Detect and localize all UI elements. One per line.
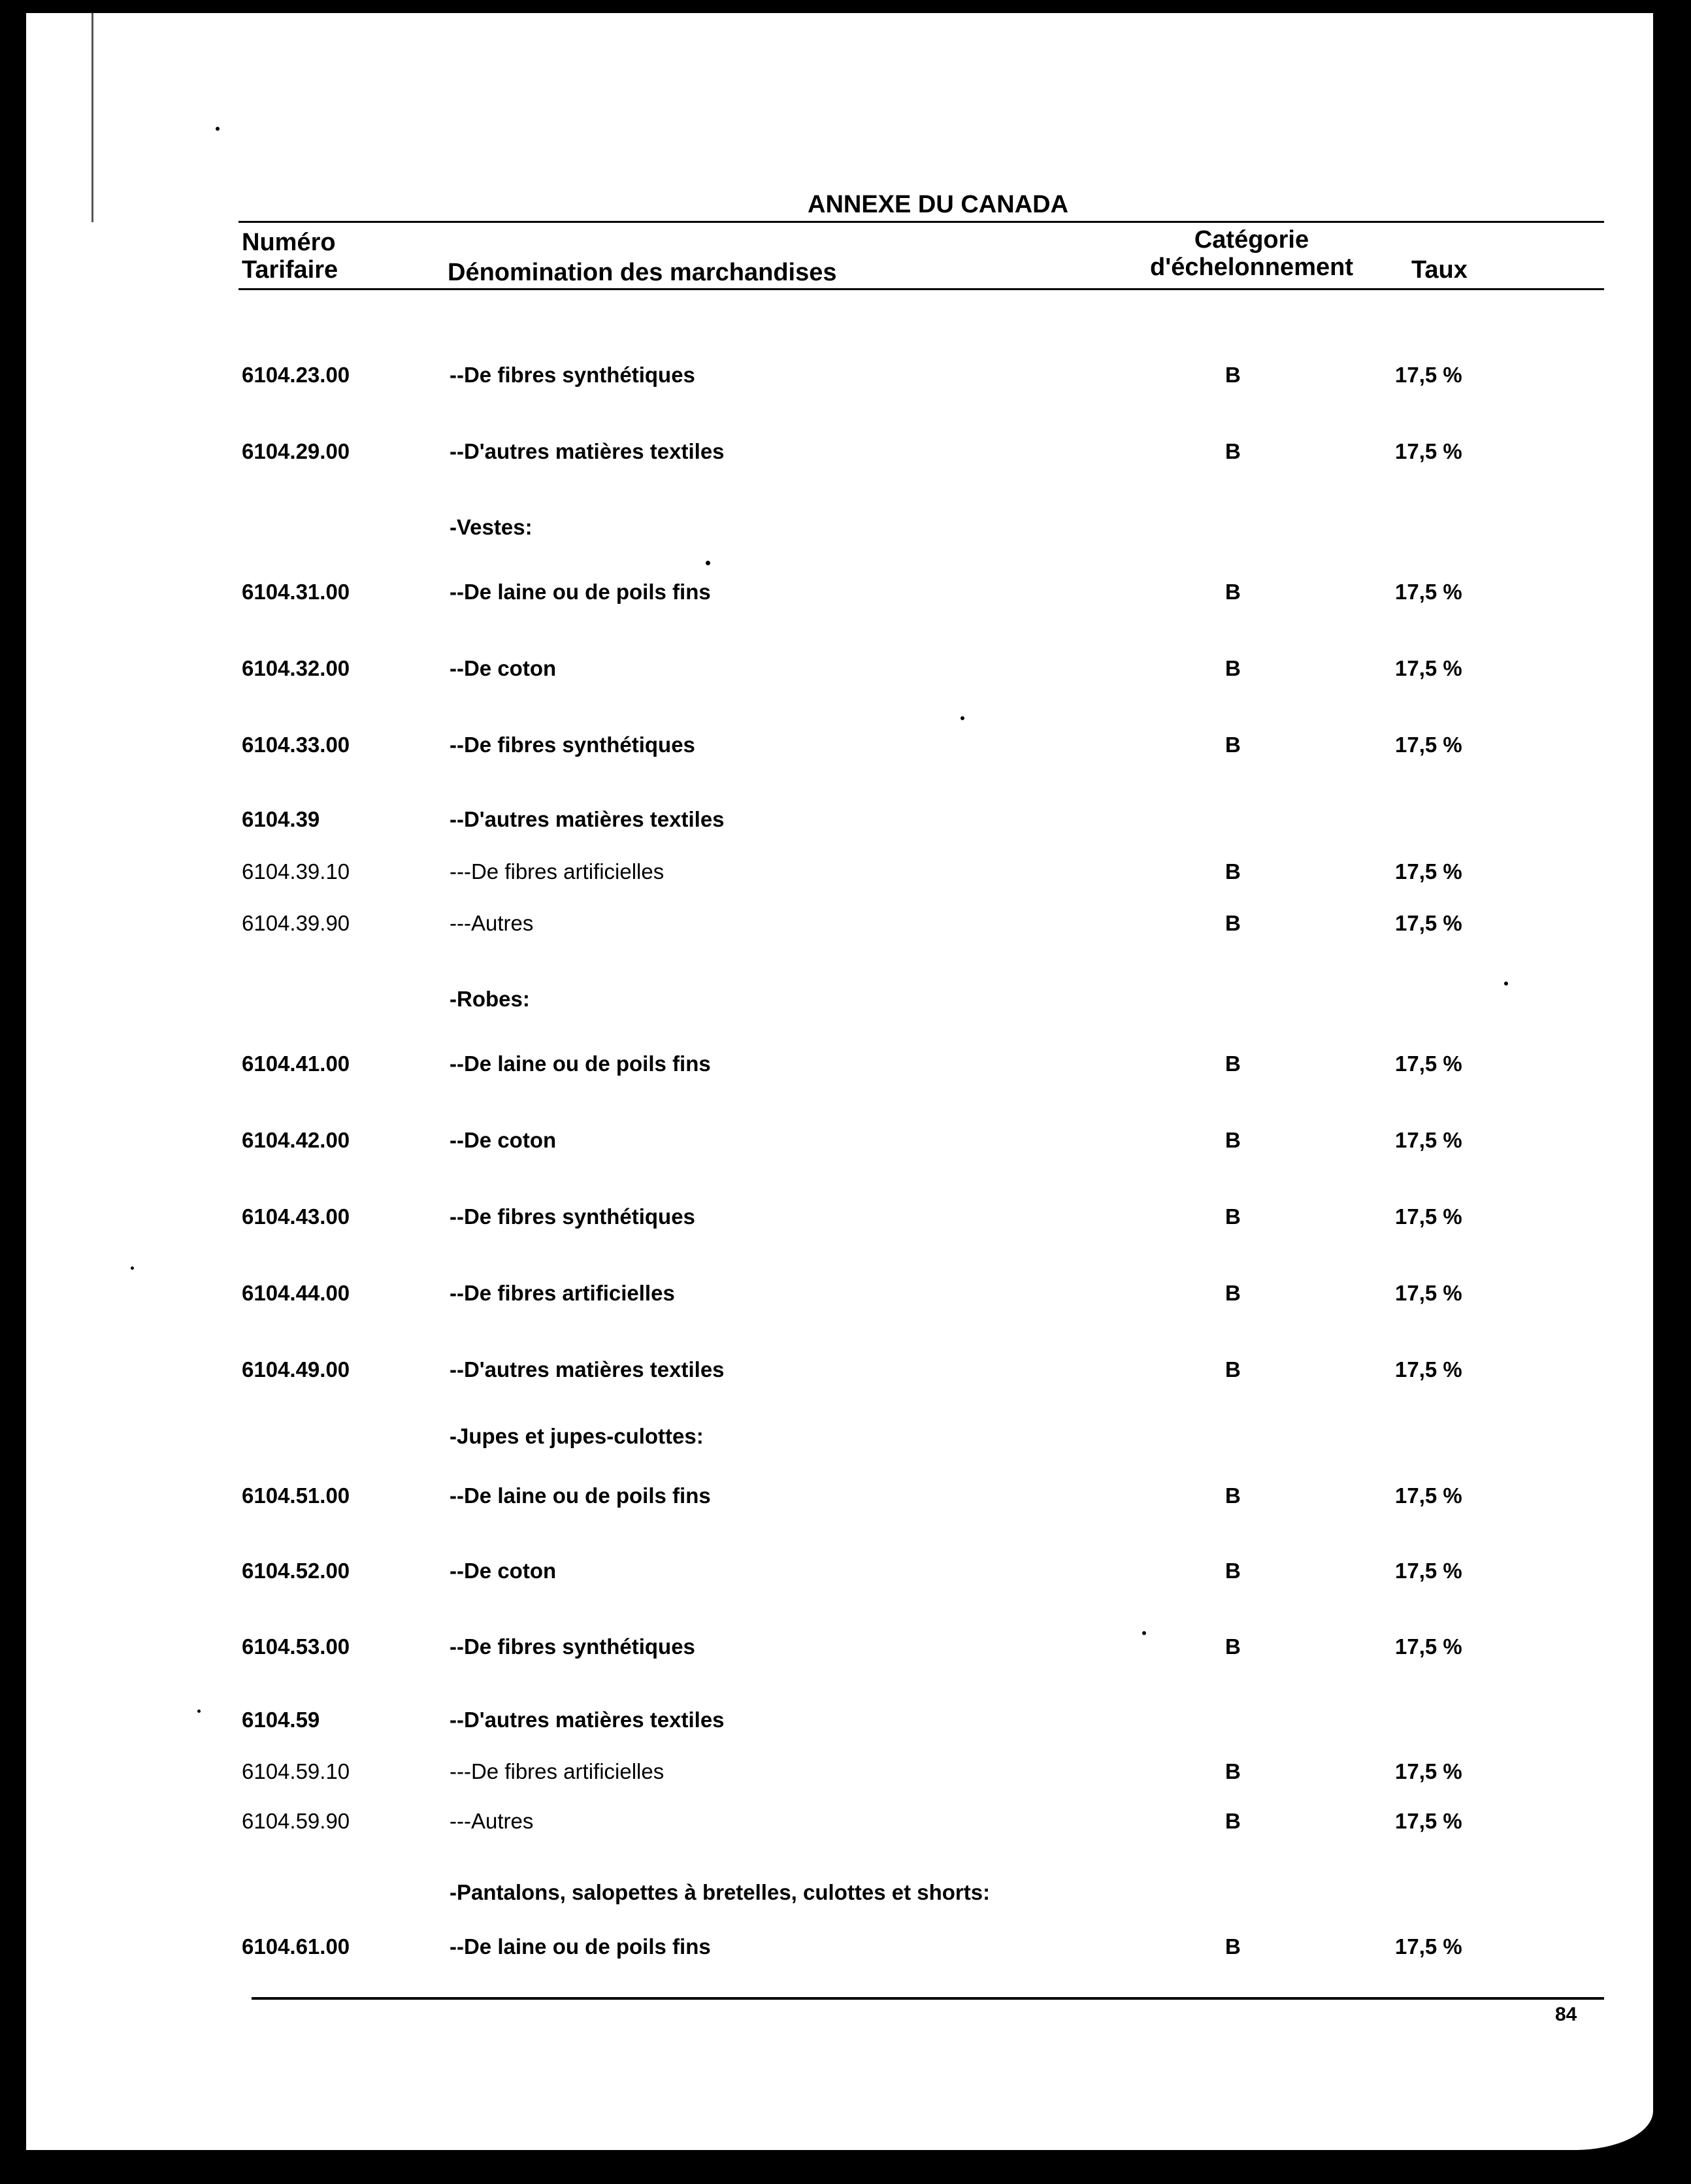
table-row: [26, 1559, 1653, 1587]
description-cell: --De fibres synthétiques: [450, 1634, 695, 1659]
rate-cell: 17,5 %: [1395, 733, 1462, 757]
category-cell: B: [1225, 733, 1241, 757]
rate-cell: 17,5 %: [1395, 1357, 1462, 1382]
table-row: [26, 1424, 1653, 1453]
tariff-code-cell: 6104.23.00: [242, 363, 350, 387]
tariff-code-cell: 6104.39.10: [242, 859, 350, 884]
scan-speck: [1504, 982, 1508, 985]
tariff-code-cell: 6104.41.00: [242, 1051, 350, 1076]
category-cell: B: [1225, 1483, 1241, 1508]
tariff-code-cell: 6104.29.00: [242, 439, 350, 463]
tariff-code-cell: 6104.39.90: [242, 911, 350, 935]
header-categorie-line1: Catégorie: [1194, 226, 1309, 254]
category-cell: B: [1225, 1759, 1241, 1783]
scan-speck: [197, 1710, 201, 1713]
category-cell: B: [1225, 363, 1241, 387]
rate-cell: 17,5 %: [1395, 363, 1462, 387]
table-row: [26, 911, 1653, 940]
table-row: [26, 859, 1653, 888]
rate-cell: 17,5 %: [1395, 439, 1462, 463]
scan-speck: [960, 716, 964, 720]
scan-speck: [706, 561, 710, 565]
category-cell: B: [1225, 1281, 1241, 1305]
description-cell: -Pantalons, salopettes à bretelles, culottes et shorts:: [450, 1880, 991, 1904]
tariff-code-cell: 6104.43.00: [242, 1204, 350, 1229]
page-number: 84: [1555, 2004, 1577, 2025]
table-row: [26, 439, 1653, 468]
header-bottom-rule: [238, 288, 1604, 290]
scan-edge-mark: [91, 13, 93, 222]
description-cell: --De fibres synthétiques: [450, 363, 695, 387]
table-row: [26, 1759, 1653, 1788]
tariff-code-cell: 6104.59.10: [242, 1759, 350, 1783]
rate-cell: 17,5 %: [1395, 859, 1462, 884]
tariff-code-cell: 6104.44.00: [242, 1281, 350, 1305]
table-row: [26, 1809, 1653, 1838]
tariff-code-cell: 6104.51.00: [242, 1483, 350, 1508]
category-cell: B: [1225, 656, 1241, 680]
tariff-code-cell: 6104.59.90: [242, 1809, 350, 1833]
scan-speck: [216, 127, 220, 131]
rate-cell: 17,5 %: [1395, 1559, 1462, 1583]
table-row: [26, 1051, 1653, 1080]
category-cell: B: [1225, 580, 1241, 604]
description-cell: ---Autres: [450, 911, 534, 935]
tariff-code-cell: 6104.59: [242, 1708, 320, 1732]
table-row: [26, 807, 1653, 836]
header-top-rule: [238, 221, 1604, 223]
description-cell: --De coton: [450, 1128, 557, 1152]
table-row: [26, 1357, 1653, 1386]
description-cell: --De coton: [450, 656, 557, 680]
table-row: [26, 987, 1653, 1016]
table-row: [26, 1934, 1653, 1963]
description-cell: ---De fibres artificielles: [450, 859, 665, 884]
rate-cell: 17,5 %: [1395, 1204, 1462, 1229]
tariff-code-cell: 6104.61.00: [242, 1934, 350, 1959]
rate-cell: 17,5 %: [1395, 1759, 1462, 1783]
header-categorie-line2: d'échelonnement: [1150, 254, 1353, 281]
rate-cell: 17,5 %: [1395, 1934, 1462, 1959]
table-row: [26, 656, 1653, 685]
table-row: [26, 515, 1653, 544]
description-cell: -Jupes et jupes-culottes:: [450, 1424, 704, 1448]
category-cell: B: [1225, 1634, 1241, 1659]
table-row: [26, 580, 1653, 608]
header-numero-line2: Tarifaire: [242, 256, 338, 284]
category-cell: B: [1225, 859, 1241, 884]
description-cell: --De laine ou de poils fins: [450, 1051, 711, 1076]
rate-cell: 17,5 %: [1395, 580, 1462, 604]
tariff-code-cell: 6104.33.00: [242, 733, 350, 757]
table-row: [26, 733, 1653, 761]
tariff-code-cell: 6104.53.00: [242, 1634, 350, 1659]
table-row: [26, 1483, 1653, 1512]
table-row: [26, 363, 1653, 391]
tariff-code-cell: 6104.42.00: [242, 1128, 350, 1152]
header-denomination: Dénomination des marchandises: [448, 259, 837, 286]
category-cell: B: [1225, 439, 1241, 463]
rate-cell: 17,5 %: [1395, 1051, 1462, 1076]
header-taux: Taux: [1411, 256, 1468, 284]
category-cell: B: [1225, 1051, 1241, 1076]
tariff-code-cell: 6104.52.00: [242, 1559, 350, 1583]
category-cell: B: [1225, 911, 1241, 935]
rate-cell: 17,5 %: [1395, 1809, 1462, 1833]
category-cell: B: [1225, 1204, 1241, 1229]
table-row: [26, 1128, 1653, 1157]
document-page: [26, 13, 1653, 2150]
header-numero-line1: Numéro: [242, 229, 336, 256]
category-cell: B: [1225, 1934, 1241, 1959]
tariff-code-cell: 6104.39: [242, 807, 320, 831]
description-cell: --De laine ou de poils fins: [450, 580, 711, 604]
table-row: [26, 1204, 1653, 1233]
rate-cell: 17,5 %: [1395, 656, 1462, 680]
tariff-code-cell: 6104.31.00: [242, 580, 350, 604]
category-cell: B: [1225, 1357, 1241, 1382]
header-categorie: [1150, 226, 1353, 281]
description-cell: -Robes:: [450, 987, 530, 1011]
description-cell: ---De fibres artificielles: [450, 1759, 665, 1783]
description-cell: -Vestes:: [450, 515, 533, 539]
tariff-code-cell: 6104.49.00: [242, 1357, 350, 1382]
table-row: [26, 1880, 1653, 1909]
rate-cell: 17,5 %: [1395, 1281, 1462, 1305]
category-cell: B: [1225, 1809, 1241, 1833]
scan-speck: [131, 1266, 134, 1270]
rate-cell: 17,5 %: [1395, 1634, 1462, 1659]
document-title: ANNEXE DU CANADA: [808, 191, 1069, 218]
description-cell: --De fibres synthétiques: [450, 1204, 695, 1229]
description-cell: --De fibres artificielles: [450, 1281, 675, 1305]
description-cell: ---Autres: [450, 1809, 534, 1833]
table-row: [26, 1708, 1653, 1736]
rate-cell: 17,5 %: [1395, 911, 1462, 935]
footer-rule: [252, 1997, 1604, 2000]
description-cell: --D'autres matières textiles: [450, 807, 725, 831]
rate-cell: 17,5 %: [1395, 1128, 1462, 1152]
description-cell: --De laine ou de poils fins: [450, 1934, 711, 1959]
header-numero-tarifaire: [242, 229, 338, 284]
table-row: [26, 1281, 1653, 1310]
description-cell: --D'autres matières textiles: [450, 439, 725, 463]
tariff-code-cell: 6104.32.00: [242, 656, 350, 680]
category-cell: B: [1225, 1128, 1241, 1152]
description-cell: --De coton: [450, 1559, 557, 1583]
scan-speck: [1142, 1631, 1146, 1635]
table-row: [26, 1634, 1653, 1663]
description-cell: --D'autres matières textiles: [450, 1708, 725, 1732]
category-cell: B: [1225, 1559, 1241, 1583]
description-cell: --De laine ou de poils fins: [450, 1483, 711, 1508]
description-cell: --D'autres matières textiles: [450, 1357, 725, 1382]
description-cell: --De fibres synthétiques: [450, 733, 695, 757]
scan-right-edge: [1665, 26, 1691, 2117]
rate-cell: 17,5 %: [1395, 1483, 1462, 1508]
